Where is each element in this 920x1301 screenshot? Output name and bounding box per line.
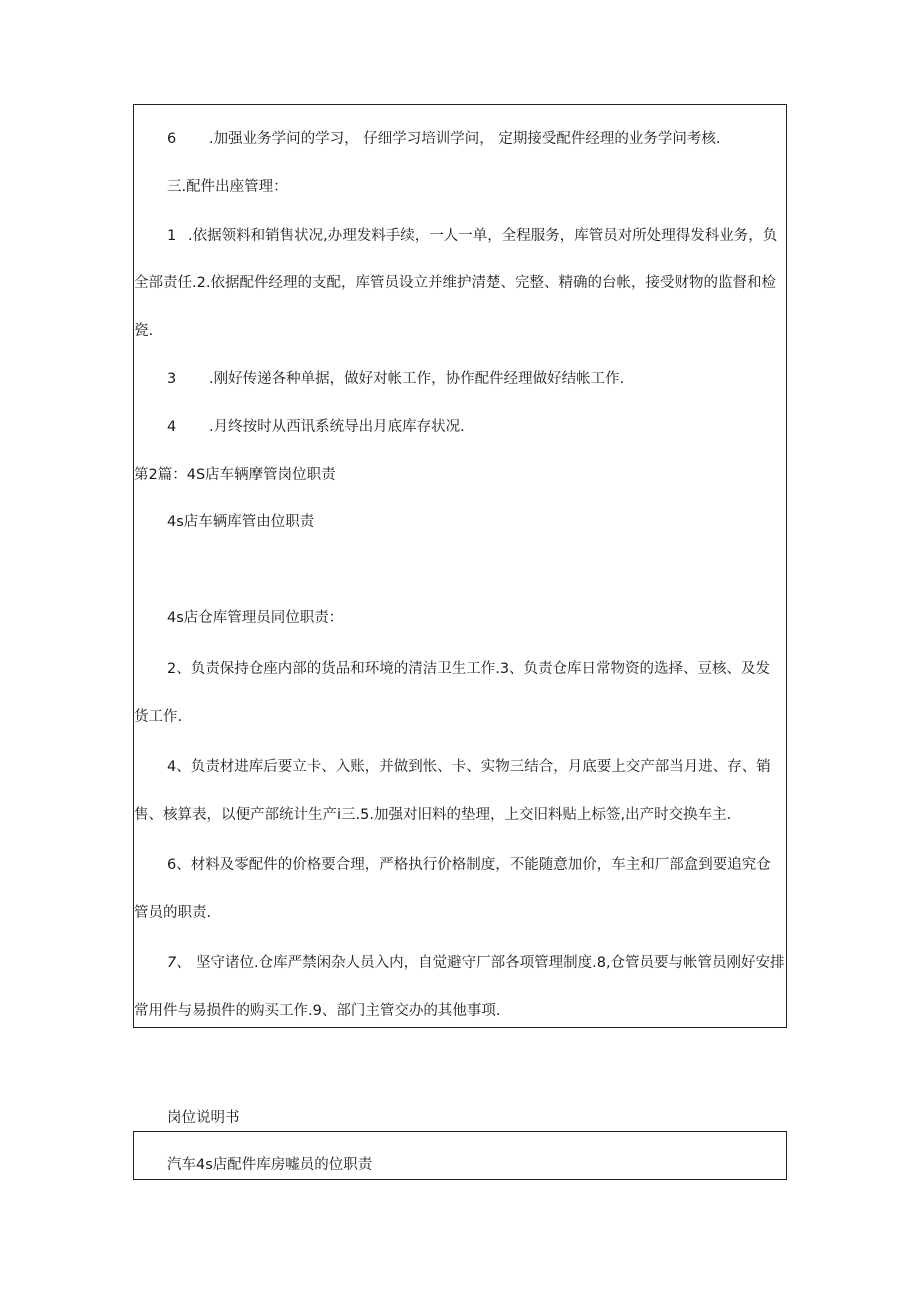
para-6-line2: 管员的职责.	[134, 905, 212, 921]
role-heading: 4s店仓库管理员同位职责：	[167, 610, 344, 626]
para-7-line2: 常用件与易损件的购买工作.9、部门主管交办的其他事项.	[134, 1003, 501, 1019]
item-1-text-line1: .依据领料和销售状况,办理发料手续，一人一单，全程服务，库管员对所处理得发科业务，负	[188, 228, 778, 244]
item-6-number: 6	[167, 131, 177, 147]
para-7-number: 7、	[167, 955, 191, 971]
box-2-text: 汽车4s店配件库房嘘员的位职责	[167, 1157, 373, 1173]
para-2-line2: 货工作.	[134, 709, 183, 725]
item-3-number: 3	[167, 371, 177, 387]
chapter-subtitle: 4s店车辆库管由位职责	[167, 514, 315, 530]
para-4-line2: 售、核算表，以便产部统计生产i三.5.加强对旧料的垫理，上交旧料贴上标签,出产时交换车主.	[134, 807, 732, 823]
para-4-line1: 4、负责材进库后要立卡、入账，并做到怅、卡、实物三结合，月底要上交产部当月进、存、销	[167, 759, 771, 775]
item-1-text-line2: 全部责任.2.依据配件经理的支配，库管员设立并维护清楚、完整、精确的台帐，接受财物的监督和检	[134, 275, 776, 291]
item-4-number: 4	[167, 419, 177, 435]
item-1-number: 1	[167, 228, 177, 244]
item-1-text-line3: 瓷.	[134, 323, 154, 339]
para-6-line1: 6、材料及零配件的价格要合理，严格执行价格制度，不能随意加价，车主和厂部盒到要追究仓	[167, 857, 771, 873]
chapter-title: 第2篇：4S店车辆摩管岗位职责	[134, 467, 336, 483]
section-heading-3: 三.配件出座管理：	[167, 179, 288, 195]
item-3-text: .刚好传递各种单据，做好对帐工作，协作配件经理做好结帐工作.	[209, 371, 625, 387]
para-2-line1: 2、负责保持仓座内部的货品和环境的清洁卫生工作.3、负责仓库日常物资的选择、豆核、及发	[167, 661, 771, 677]
item-4-text: .月终按时从西讯系统导出月底库存状况.	[209, 419, 465, 435]
item-6-text: .加强业务学问的学习， 仔细学习培训学问， 定期接受配件经理的业务学问考核.	[209, 131, 721, 147]
job-description-label: 岗位说明书	[167, 1110, 240, 1126]
para-7-line1: 坚守诸位.仓库严禁闲杂人员入内，自觉避守厂部各项管理制度.8,仓管员要与帐管员刚好安排	[196, 955, 785, 971]
